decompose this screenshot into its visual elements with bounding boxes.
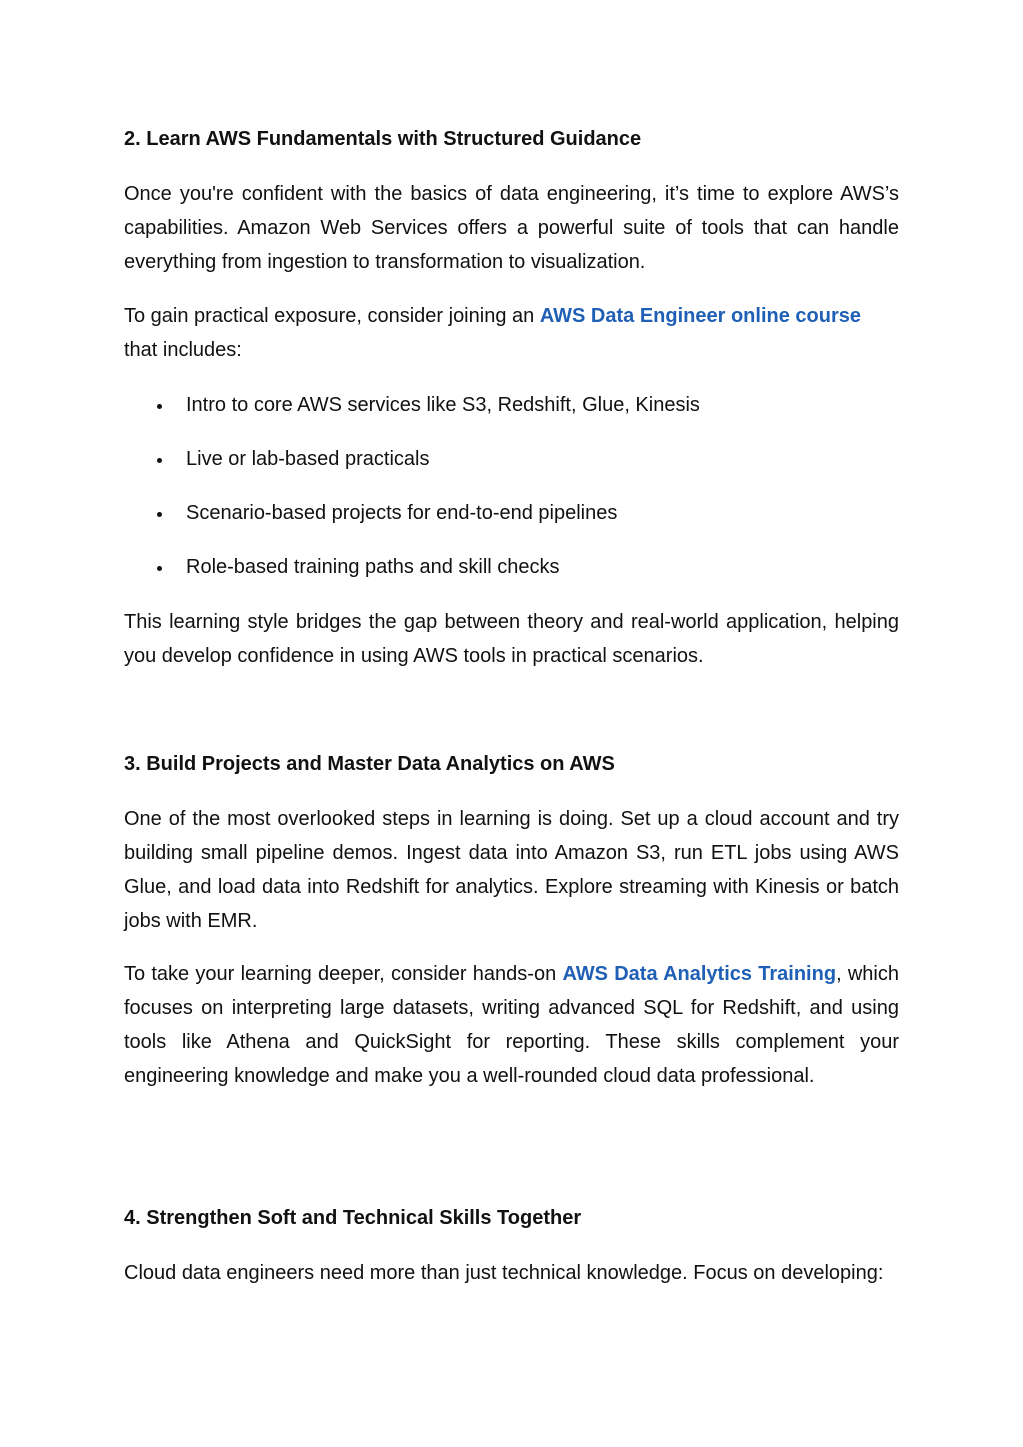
section-2-paragraph-2 bbox=[124, 299, 899, 367]
section-2-paragraph-2-suffix: that includes: bbox=[124, 339, 242, 361]
section-3-paragraph-2-prefix: To take your learning deeper, consider hands-on bbox=[124, 963, 563, 985]
bullet-icon bbox=[157, 566, 162, 571]
section-2-paragraph-1: Once you're confident with the basics of data engineering, it’s time to explore AWS’s capabilities. Amazon Web Services offers a powerful suite of tools that can handle everything from ingestion to transformation to visualization. bbox=[124, 183, 899, 273]
section-3-heading: 3. Build Projects and Master Data Analytics on AWS bbox=[124, 753, 615, 775]
section-3-paragraph-2-suffix: , which focuses on interpreting large datasets, writing advanced SQL for Redshift, and using tools like Athena and QuickSight for reporting. These skills complement your engineering knowledge and make you a well-rounded cloud data professional. bbox=[124, 963, 899, 1087]
aws-data-engineer-course-link[interactable]: AWS Data Engineer online course bbox=[539, 305, 861, 327]
list-item-text: Scenario-based projects for end-to-end pipelines bbox=[186, 502, 618, 524]
bullet-icon bbox=[157, 512, 162, 517]
section-2-heading: 2. Learn AWS Fundamentals with Structured Guidance bbox=[124, 128, 642, 150]
section-2-paragraph-2-prefix: To gain practical exposure, consider joining an bbox=[124, 305, 540, 327]
aws-data-analytics-training-link[interactable]: AWS Data Analytics Training bbox=[562, 963, 837, 985]
bullet-icon bbox=[157, 404, 162, 409]
list-item-text: Live or lab-based practicals bbox=[186, 448, 430, 470]
section-3-paragraph-2 bbox=[124, 957, 899, 1093]
section-2-paragraph-3: This learning style bridges the gap between theory and real-world application, helping you develop confidence in using AWS tools in practical scenarios. bbox=[124, 611, 899, 667]
list-item-text: Role-based training paths and skill checks bbox=[186, 556, 560, 578]
section-4-paragraph-1: Cloud data engineers need more than just technical knowledge. Focus on developing: bbox=[124, 1262, 884, 1284]
section-3-paragraph-1: One of the most overlooked steps in learning is doing. Set up a cloud account and try building small pipeline demos. Ingest data into Amazon S3, run ETL jobs using AWS Glue, and load data into Redshift for analytics. Explore streaming with Kinesis or batch jobs with EMR. bbox=[124, 808, 899, 932]
bullet-icon bbox=[157, 458, 162, 463]
list-item-text: Intro to core AWS services like S3, Redshift, Glue, Kinesis bbox=[186, 394, 700, 416]
section-4-heading: 4. Strengthen Soft and Technical Skills Together bbox=[124, 1207, 582, 1229]
